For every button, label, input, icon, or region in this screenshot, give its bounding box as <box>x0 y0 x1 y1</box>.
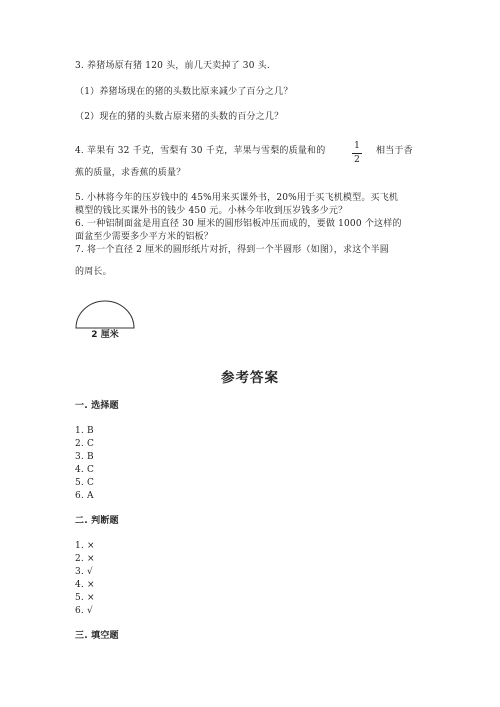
fraction-denominator: 2 <box>354 155 360 165</box>
question-7-line-1: 7. 将一个直径 2 厘米的圆形纸片对折，得到一个半圆形（如图），求这个半圆 <box>75 245 389 255</box>
answer-1-6: 6. A <box>75 491 94 501</box>
fraction-numerator: 1 <box>354 141 360 151</box>
answer-key-title: 参考答案 <box>221 370 279 386</box>
answer-2-6: 6. √ <box>75 606 93 616</box>
question-3-part-1: （1）养猪场现在的猪的头数比原来减少了百分之几？ <box>75 87 293 97</box>
question-3: 3. 养猪场原有猪 120 头，前几天卖掉了 30 头. <box>75 61 270 71</box>
question-5-line-1: 5. 小林将今年的压岁钱中的 45%用来买课外书，20%用于买飞机模型。买飞机 <box>75 193 399 203</box>
section-2-title: 二. 判断题 <box>75 516 119 526</box>
answer-1-3: 3. B <box>75 452 94 462</box>
answer-2-5: 5. × <box>75 593 95 603</box>
answer-2-1: 1. × <box>75 541 95 551</box>
answer-2-4: 4. × <box>75 580 95 590</box>
question-7-line-2: 的周长。 <box>75 267 112 277</box>
question-5-line-2: 模型的钱比买课外书的钱少 450 元。小林今年收到压岁钱多少元？ <box>75 206 348 216</box>
answer-2-2: 2. × <box>75 554 95 564</box>
answer-2-3: 3. √ <box>75 567 93 577</box>
answer-1-1: 1. B <box>75 426 94 436</box>
question-4-text-end: 蕉的质量，求香蕉的质量？ <box>75 168 186 178</box>
answer-1-5: 5. C <box>75 478 95 488</box>
semicircle-figure <box>70 298 140 344</box>
question-6-line-2: 面盆至少需要多少平方米的铝板？ <box>75 232 214 242</box>
section-3-title: 三. 填空题 <box>75 631 119 641</box>
question-4-text-cont: 相当于香 <box>376 146 413 156</box>
question-4-text: 4. 苹果有 32 千克，雪梨有 30 千克，苹果与雪梨的质量和的 <box>75 146 326 156</box>
answer-1-4: 4. C <box>75 465 95 475</box>
answer-1-2: 2. C <box>75 439 95 449</box>
semicircle-drawing <box>70 298 140 332</box>
section-1-title: 一. 选择题 <box>75 401 119 411</box>
question-6-line-1: 6. 一种铝制面盆是用直径 30 厘米的圆形铝板冲压而成的，要做 1000 个这样的 <box>75 219 402 229</box>
fraction-one-half <box>351 141 363 166</box>
semicircle-diameter-label: 2 厘米 <box>91 330 119 340</box>
fraction-bar <box>352 153 362 154</box>
question-3-part-2: （2）现在的猪的头数占原来猪的头数的百分之几？ <box>75 112 284 122</box>
